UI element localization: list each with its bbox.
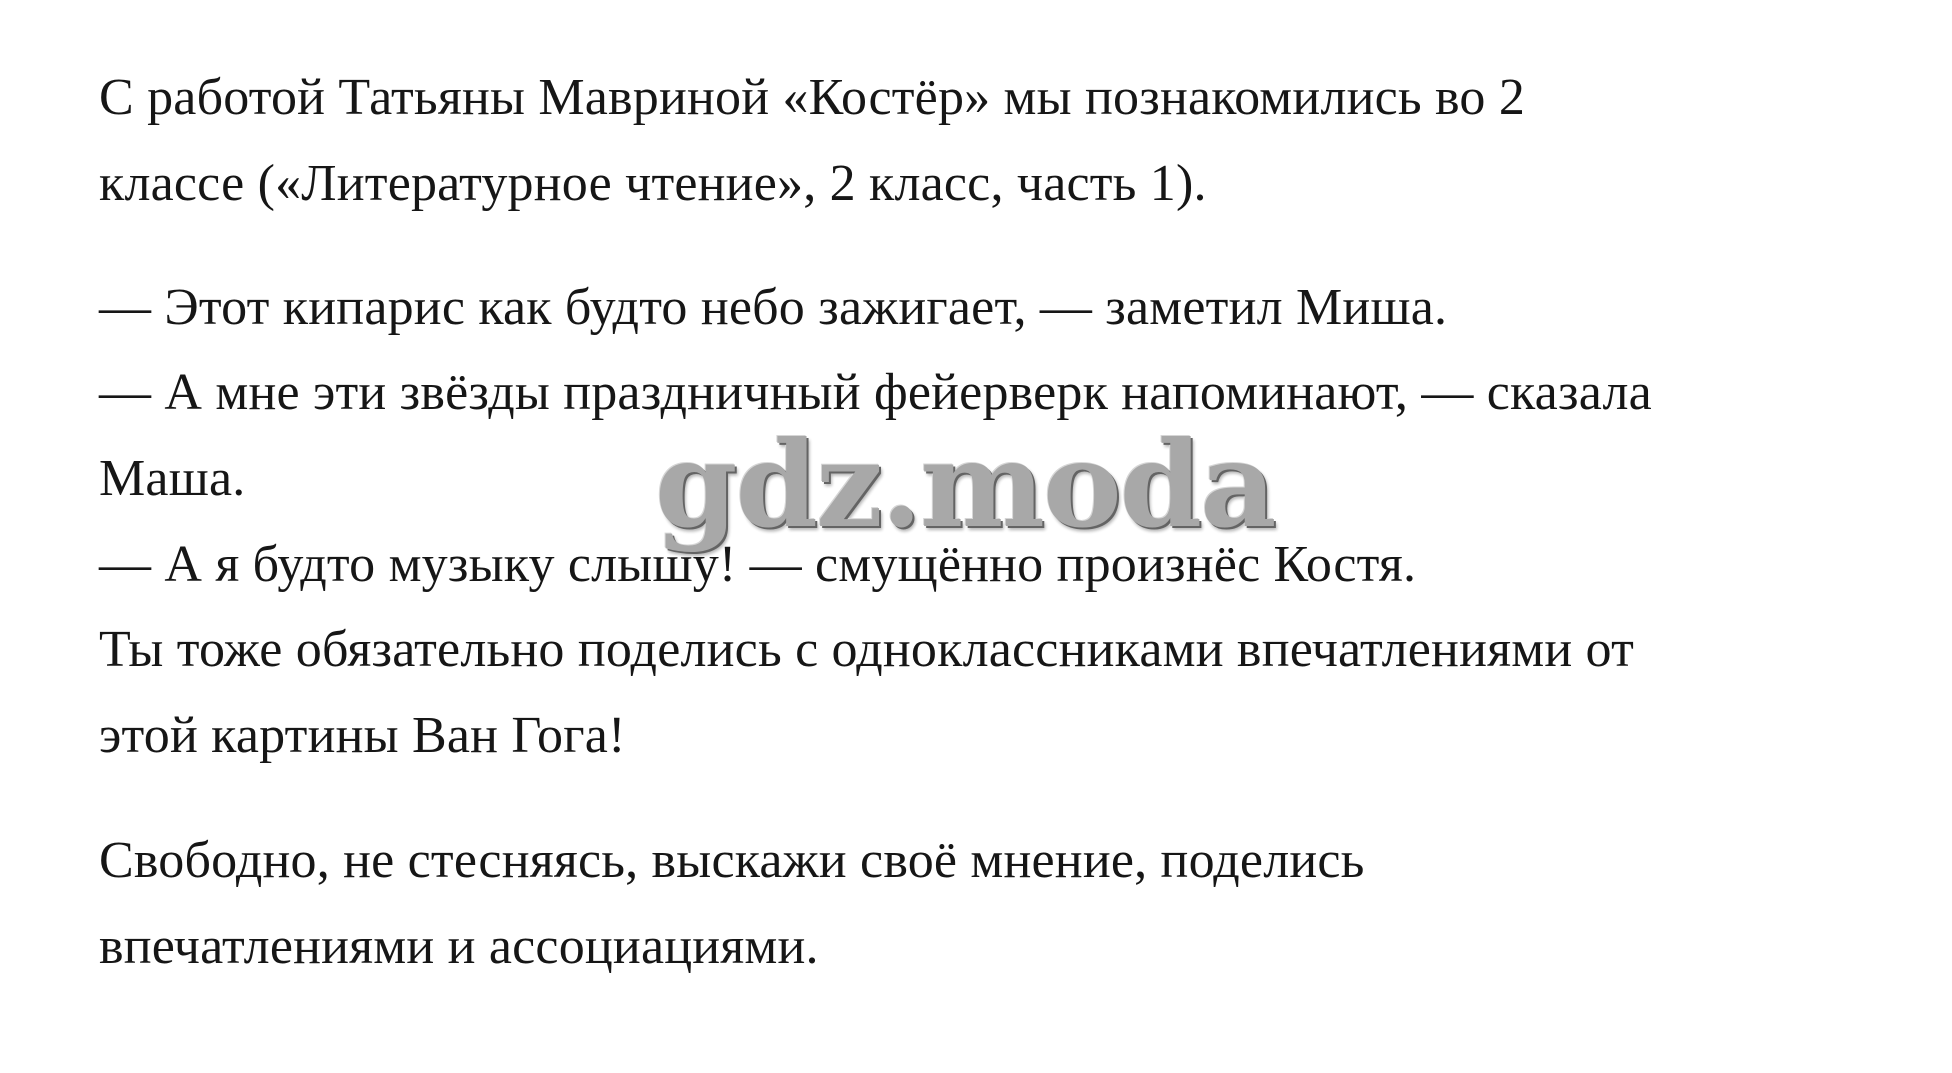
dialogue-kostya: — А я будто музыку слышу! — смущённо произнёс Костя. bbox=[99, 536, 1417, 593]
share-line-2: этой картины Ван Гога! bbox=[99, 707, 626, 764]
opinion-line-1: Свободно, не стесняясь, выскажи своё мнение, поделись bbox=[99, 832, 1365, 889]
share-line-1: Ты тоже обязательно поделись с одноклассниками впечатлениями от bbox=[99, 621, 1634, 678]
dialogue-masha-line-1: — А мне эти звёзды праздничный фейерверк напоминают, — сказала bbox=[99, 364, 1652, 421]
opinion-line-2: впечатлениями и ассоциациями. bbox=[99, 918, 819, 975]
intro-line-2: классе («Литературное чтение», 2 класс, часть 1). bbox=[99, 155, 1207, 212]
dialogue-misha: — Этот кипарис как будто небо зажигает, — заметил Миша. bbox=[99, 279, 1448, 336]
intro-line-1: С работой Татьяны Мавриной «Костёр» мы познакомились во 2 bbox=[99, 69, 1526, 126]
watermark: gdz.moda bbox=[655, 415, 1275, 554]
dialogue-masha-line-2: Маша. bbox=[99, 450, 246, 507]
